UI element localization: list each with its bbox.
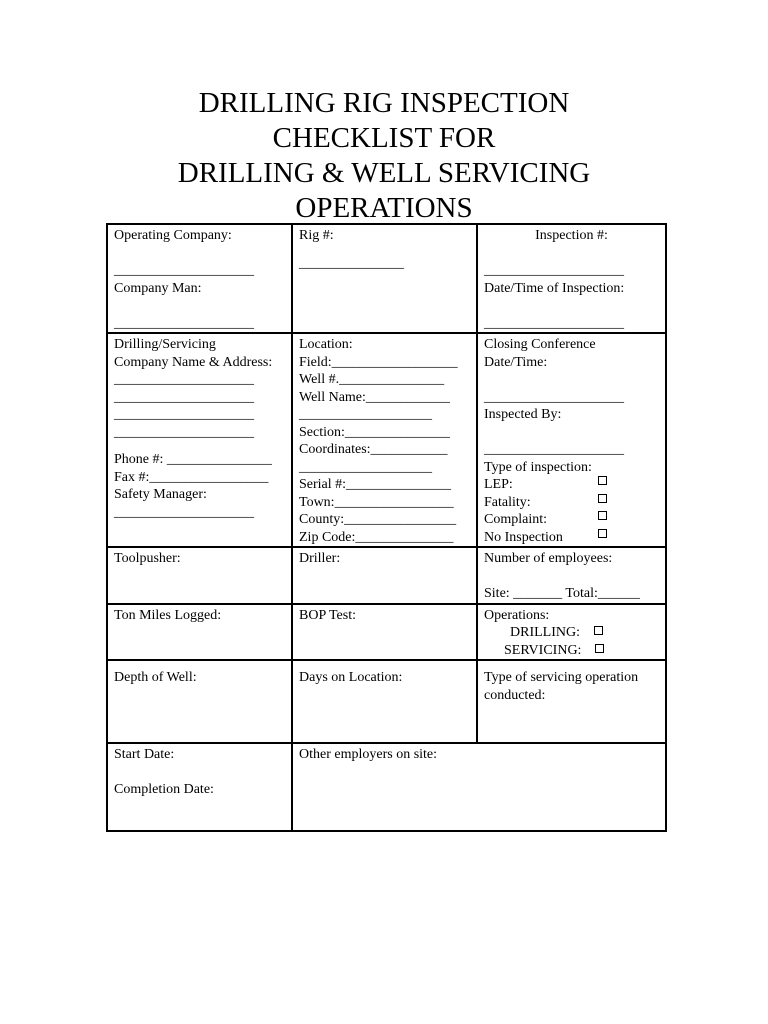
cell-location[interactable] — [292, 333, 477, 547]
county-field[interactable]: County:________________ — [299, 512, 457, 527]
closing-datetime-blank[interactable]: ____________________ — [484, 389, 624, 405]
address-blank-1[interactable]: ____________________ — [114, 372, 254, 387]
checkbox-icon[interactable] — [595, 644, 604, 653]
cell-inspection-number[interactable] — [477, 224, 666, 333]
company-man-label: Company Man: — [114, 280, 202, 296]
company-name-address-label: Company Name & Address: — [114, 354, 273, 370]
inspection-datetime-label: Date/Time of Inspection: — [484, 280, 625, 296]
title-line-4: OPERATIONS — [295, 192, 473, 224]
cell-dates[interactable] — [107, 743, 292, 831]
option-drilling[interactable]: DRILLING: — [484, 624, 659, 642]
cell-other-employers[interactable] — [292, 743, 666, 831]
option-complaint[interactable]: Complaint: — [484, 511, 659, 529]
title-line-1: DRILLING RIG INSPECTION — [198, 87, 570, 119]
type-of-servicing-label: Type of servicing operation conducted: — [484, 670, 639, 703]
safety-manager-label: Safety Manager: — [114, 487, 207, 502]
form-row-2 — [107, 333, 666, 547]
cell-operating-company[interactable] — [107, 224, 292, 333]
inspection-datetime-blank[interactable]: ____________________ — [484, 315, 624, 331]
zip-code-field[interactable]: Zip Code:______________ — [299, 529, 454, 545]
checkbox-icon[interactable] — [598, 494, 607, 503]
site-total-field[interactable]: Site: _______ Total:______ — [484, 586, 640, 601]
well-name-field[interactable]: Well Name:____________ — [299, 389, 450, 405]
inspection-form-table — [106, 223, 667, 832]
inspection-number-label: Inspection #: — [535, 228, 608, 243]
inspected-by-label: Inspected By: — [484, 407, 562, 422]
cell-toolpusher[interactable] — [107, 547, 292, 604]
location-label: Location: — [299, 337, 353, 352]
inspection-number-blank[interactable]: ____________________ — [484, 263, 624, 278]
operating-company-label: Operating Company: — [114, 228, 232, 243]
drilling-servicing-label: Drilling/Servicing — [114, 337, 216, 352]
operating-company-blank[interactable]: ____________________ — [114, 263, 254, 278]
cell-ton-miles[interactable] — [107, 604, 292, 661]
other-employers-label: Other employers on site: — [299, 747, 438, 762]
ton-miles-label: Ton Miles Logged: — [114, 607, 222, 623]
form-row-1 — [107, 224, 666, 333]
company-man-blank[interactable]: ____________________ — [114, 315, 254, 331]
cell-depth-of-well[interactable] — [107, 660, 292, 743]
cell-driller[interactable] — [292, 547, 477, 604]
town-field[interactable]: Town:_________________ — [299, 494, 454, 510]
cell-days-on-location[interactable] — [292, 660, 477, 743]
form-row-5 — [107, 660, 666, 743]
location-blank-1[interactable]: ___________________ — [299, 407, 432, 422]
toolpusher-label: Toolpusher: — [114, 551, 181, 566]
number-of-employees-label: Number of employees: — [484, 551, 613, 566]
closing-datetime-label: Date/Time: — [484, 354, 548, 370]
form-row-3 — [107, 547, 666, 604]
cell-company-address[interactable] — [107, 333, 292, 547]
checkbox-icon[interactable] — [598, 476, 607, 485]
address-blank-2[interactable]: ____________________ — [114, 389, 254, 405]
cell-closing-conference[interactable] — [477, 333, 666, 547]
rig-number-label: Rig #: — [299, 228, 334, 243]
fax-field[interactable]: Fax #:_________________ — [114, 469, 269, 485]
section-field[interactable]: Section:_______________ — [299, 424, 450, 440]
cell-operations[interactable] — [477, 604, 666, 661]
coordinates-field[interactable]: Coordinates:___________ — [299, 442, 448, 457]
cell-bop-test[interactable] — [292, 604, 477, 661]
inspected-by-blank[interactable]: ____________________ — [484, 442, 624, 457]
form-row-6 — [107, 743, 666, 831]
cell-rig-number[interactable] — [292, 224, 477, 333]
checkbox-icon[interactable] — [598, 529, 607, 538]
title-line-2: CHECKLIST FOR — [272, 122, 496, 154]
bop-test-label: BOP Test: — [299, 607, 356, 623]
driller-label: Driller: — [299, 551, 341, 566]
serial-number-field[interactable]: Serial #:_______________ — [299, 477, 452, 492]
option-lep[interactable]: LEP: — [484, 476, 659, 494]
option-servicing[interactable]: SERVICING: — [484, 642, 659, 660]
type-of-inspection-label: Type of inspection: — [484, 459, 592, 475]
rig-number-blank[interactable]: _______________ — [299, 255, 404, 271]
phone-field[interactable]: Phone #: _______________ — [114, 452, 272, 467]
cell-number-of-employees[interactable] — [477, 547, 666, 604]
safety-manager-blank[interactable]: ____________________ — [114, 504, 254, 520]
operations-label: Operations: — [484, 607, 550, 623]
title-line-3: DRILLING & WELL SERVICING — [177, 157, 591, 189]
address-blank-4[interactable]: ____________________ — [114, 424, 254, 440]
option-no-inspection[interactable]: No Inspection — [484, 529, 659, 547]
completion-date-label: Completion Date: — [114, 782, 214, 797]
option-fatality[interactable]: Fatality: — [484, 494, 659, 512]
depth-of-well-label: Depth of Well: — [114, 670, 197, 685]
days-on-location-label: Days on Location: — [299, 670, 403, 685]
form-row-4 — [107, 604, 666, 661]
cell-type-of-servicing[interactable] — [477, 660, 666, 743]
checkbox-icon[interactable] — [598, 511, 607, 520]
closing-conference-label: Closing Conference — [484, 337, 596, 352]
field-field[interactable]: Field:__________________ — [299, 354, 458, 370]
start-date-label: Start Date: — [114, 747, 175, 762]
well-number-field[interactable]: Well #._______________ — [299, 372, 445, 387]
checkbox-icon[interactable] — [594, 626, 603, 635]
location-blank-2[interactable]: ___________________ — [299, 459, 432, 475]
address-blank-3[interactable]: ____________________ — [114, 407, 254, 422]
document-title — [0, 86, 768, 226]
